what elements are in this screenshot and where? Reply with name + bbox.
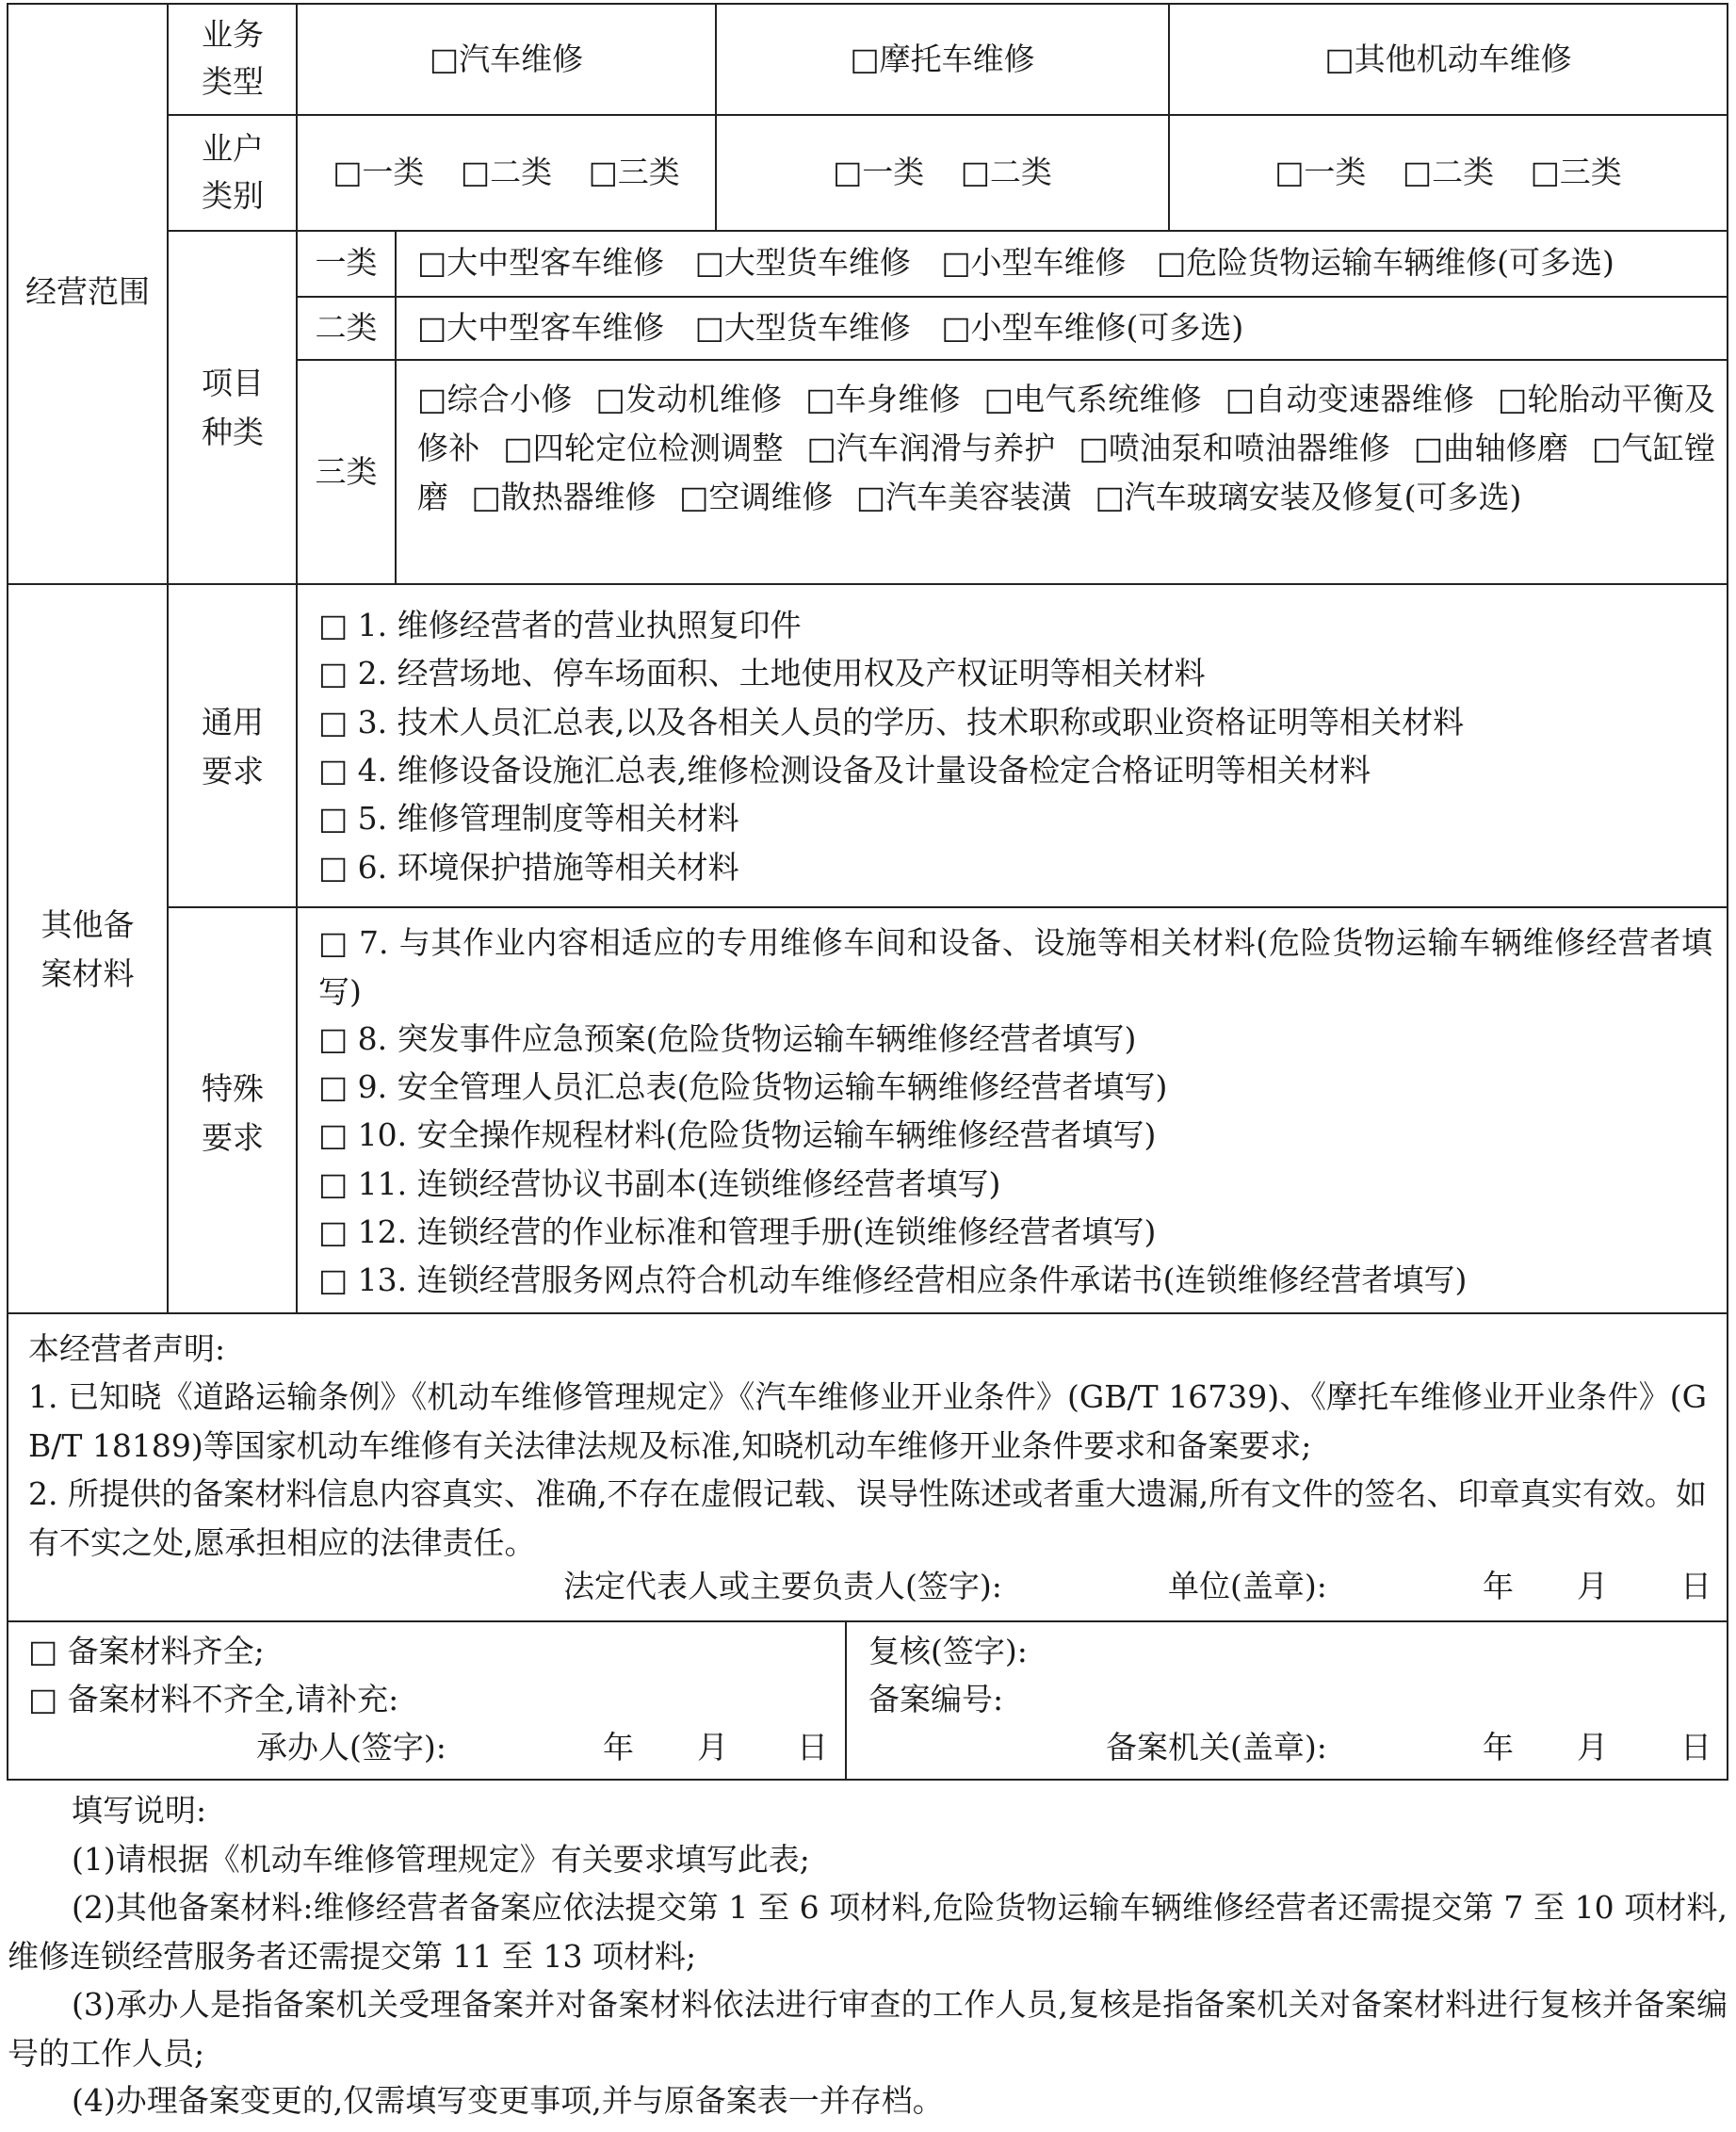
legal-rep-signature-field[interactable]: 法定代表人或主要负责人(签字): — [563, 1568, 1002, 1604]
authority-month: 月 — [1577, 1729, 1608, 1766]
handler-month: 月 — [697, 1729, 728, 1766]
household-auto-checkboxes[interactable]: □一类 □二类 □三类 — [333, 154, 680, 190]
note-2: (2)其他备案材料:维修经营者备案应依法提交第 1 至 6 项材料,危险货物运输车辆维修经营者还需提交第 7 至 10 项材料,维修连锁经营服务者还需提交第 11 至 13 项材料; — [8, 1889, 1728, 1975]
special-item-12[interactable]: □ 12. 连锁经营的作业标准和管理手册(连锁维修经营者填写) — [318, 1213, 1157, 1250]
general-item-5[interactable]: □ 5. 维修管理制度等相关材料 — [318, 800, 739, 837]
note-3: (3)承办人是指备案机关受理备案并对备案材料依法进行审查的工作人员,复核是指备案机关对备案材料进行复核并备案编号的工作人员; — [8, 1986, 1728, 2072]
special-item-10[interactable]: □ 10. 安全操作规程材料(危险货物运输车辆维修经营者填写) — [318, 1116, 1157, 1153]
declaration-year: 年 — [1483, 1568, 1514, 1604]
materials-incomplete-checkbox[interactable]: □ 备案材料不齐全,请补充: — [28, 1681, 399, 1717]
project-class1-checkboxes[interactable]: □大中型客车维修 □大型货车维修 □小型车维修 □危险货物运输车辆维修(可多选) — [417, 244, 1614, 281]
special-item-13[interactable]: □ 13. 连锁经营服务网点符合机动车维修经营相应条件承诺书(连锁维修经营者填写) — [318, 1261, 1468, 1298]
household-category-label: 业户类别 — [202, 130, 264, 214]
handler-day: 日 — [797, 1729, 828, 1766]
special-item-7[interactable]: □ 7. 与其作业内容相适应的专用维修车间和设备、设施等相关材料(危险货物运输车辆维修经营者填写) — [318, 924, 1712, 1010]
declaration-month: 月 — [1577, 1568, 1608, 1604]
special-item-8[interactable]: □ 8. 突发事件应急预案(危险货物运输车辆维修经营者填写) — [318, 1020, 1137, 1057]
business-type-label: 业务类型 — [202, 16, 264, 100]
declaration-item-1: 1. 已知晓《道路运输条例》《机动车维修管理规定》《汽车维修业开业条件》(GB/T 16739)、《摩托车维修业开业条件》(GB/T 18189)等国家机动车维修有关法律法规及标准,知晓机动车维修开业条件要求和备案要求; — [28, 1378, 1707, 1464]
handler-signature-field[interactable]: 承办人(签字): — [256, 1729, 446, 1766]
authority-seal-field[interactable]: 备案机关(盖章): — [1106, 1729, 1327, 1766]
notes-title: 填写说明: — [72, 1792, 207, 1829]
general-requirements-label: 通用要求 — [202, 704, 264, 789]
general-item-3[interactable]: □ 3. 技术人员汇总表,以及各相关人员的学历、技术职称或职业资格证明等相关材料 — [318, 704, 1465, 741]
handler-year: 年 — [603, 1729, 634, 1766]
declaration-item-2: 2. 所提供的备案材料信息内容真实、准确,不存在虚假记载、误导性陈述或者重大遗漏,所有文件的签名、印章真实有效。如有不实之处,愿承担相应的法律责任。 — [28, 1475, 1707, 1561]
record-number-field[interactable]: 备案编号: — [868, 1681, 1004, 1717]
project-class3-label: 三类 — [315, 453, 378, 490]
declaration-day: 日 — [1680, 1568, 1712, 1604]
household-other-checkboxes[interactable]: □一类 □二类 □三类 — [1274, 154, 1622, 190]
project-class3-checkboxes[interactable]: □综合小修 □发动机维修 □车身维修 □电气系统维修 □自动变速器维修 □轮胎动平衡及修补 □四轮定位检测调整 □汽车润滑与养护 □喷油泵和喷油器维修 □曲轴修磨 □气缸镗磨 □散热器维修 □空调维修 □汽车美容装潢 □汽车玻璃安装及修复(可多选) — [417, 381, 1715, 515]
scope-label: 经营范围 — [25, 273, 150, 310]
business-type-moto-checkbox[interactable]: □摩托车维修 — [850, 41, 1035, 77]
recheck-signature-field[interactable]: 复核(签字): — [868, 1633, 1028, 1669]
project-class2-checkboxes[interactable]: □大中型客车维修 □大型货车维修 □小型车维修(可多选) — [417, 309, 1244, 346]
authority-year: 年 — [1483, 1729, 1514, 1766]
special-item-11[interactable]: □ 11. 连锁经营协议书副本(连锁维修经营者填写) — [318, 1165, 1001, 1202]
general-item-1[interactable]: □ 1. 维修经营者的营业执照复印件 — [318, 607, 802, 643]
materials-label: 其他备案材料 — [41, 906, 135, 992]
general-item-6[interactable]: □ 6. 环境保护措施等相关材料 — [318, 849, 739, 886]
authority-day: 日 — [1680, 1729, 1712, 1766]
declaration-title: 本经营者声明: — [28, 1330, 226, 1367]
business-type-auto-checkbox[interactable]: □汽车维修 — [429, 41, 584, 77]
materials-complete-checkbox[interactable]: □ 备案材料齐全; — [28, 1633, 265, 1669]
note-4: (4)办理备案变更的,仅需填写变更事项,并与原备案表一并存档。 — [72, 2082, 944, 2119]
special-item-9[interactable]: □ 9. 安全管理人员汇总表(危险货物运输车辆维修经营者填写) — [318, 1068, 1168, 1105]
business-type-other-checkbox[interactable]: □其他机动车维修 — [1324, 41, 1572, 77]
project-class1-label: 一类 — [315, 244, 378, 281]
project-type-label: 项目种类 — [202, 365, 264, 450]
note-1: (1)请根据《机动车维修管理规定》有关要求填写此表; — [72, 1841, 810, 1878]
unit-seal-field[interactable]: 单位(盖章): — [1168, 1568, 1327, 1604]
general-item-2[interactable]: □ 2. 经营场地、停车场面积、土地使用权及产权证明等相关材料 — [318, 655, 1206, 692]
general-item-4[interactable]: □ 4. 维修设备设施汇总表,维修检测设备及计量设备检定合格证明等相关材料 — [318, 752, 1371, 789]
project-class2-label: 二类 — [315, 309, 378, 346]
household-moto-checkboxes[interactable]: □一类 □二类 — [833, 154, 1052, 190]
special-requirements-label: 特殊要求 — [202, 1070, 264, 1156]
